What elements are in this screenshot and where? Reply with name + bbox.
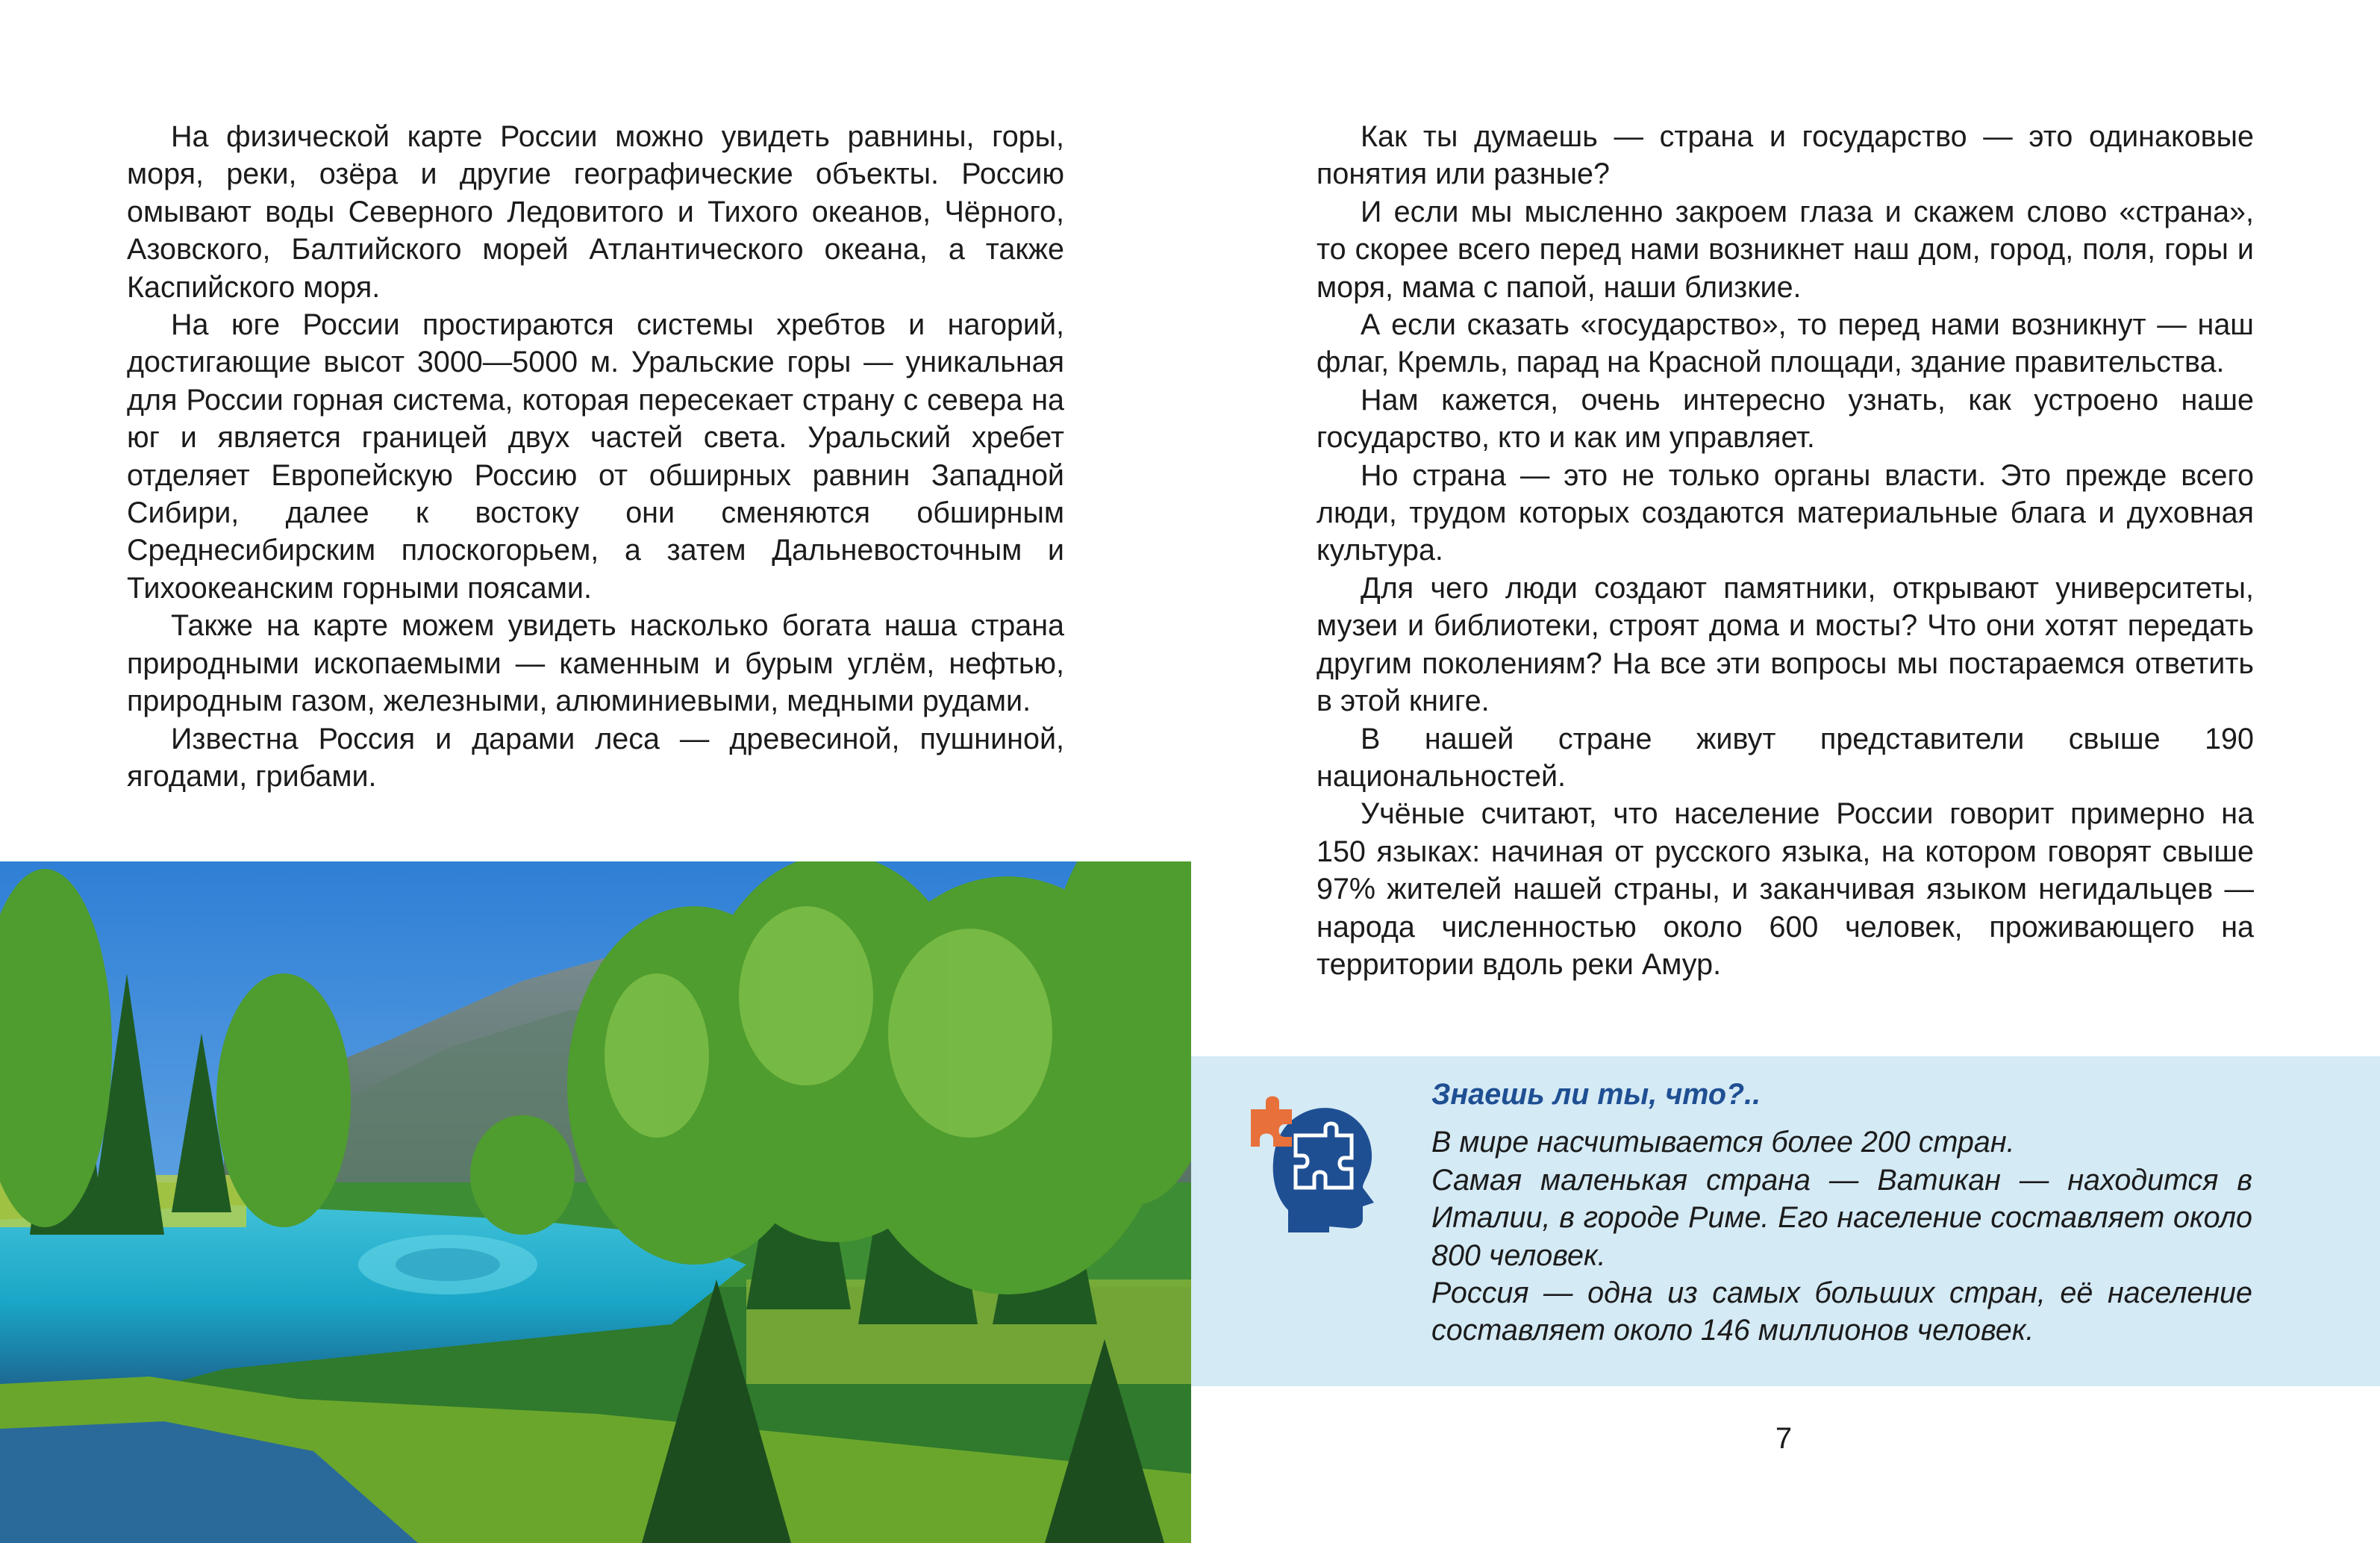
paragraph: На физической карте России можно увидеть равнины, горы, моря, реки, озёра и другие географические объекты. Россию омывают воды Северного Ледовитого и Тихого океанов, Чёрного, Азовского, Балтийского морей Атлантического океана, а также Каспийского моря. xyxy=(127,120,1064,304)
paragraph: На юге России простираются системы хребтов и нагорий, достигающие высот 3000—5000 м. Уральские горы — уникальная для России горная система, которая пересекает страну с севера на юг и является границей двух частей света. Уральский хребет отделяет Европейскую Россию от обширных равнин Западной Сибири, далее к востоку они сменяются обширным Среднесибирским плоскогорьем, а затем Дальневосточным и Тихоокеанским горными поясами. xyxy=(127,308,1064,605)
paragraph: Учёные считают, что население России говорит примерно на 150 языках: начиная от русского языка, на котором говорят свыше 97% жителей нашей страны, и заканчивая языком негидальцев — народа численностью около 600 человек, проживающего на территории вдоль реки Амур. xyxy=(1317,797,2254,981)
paragraph: Как ты думаешь — страна и государство — это одинаковые понятия или разные? xyxy=(1317,120,2254,191)
mountain-lake-photo xyxy=(0,861,1191,1543)
did-you-know-box xyxy=(1191,1056,2380,1386)
paragraph: Но страна — это не только органы власти. Это прежде всего люди, трудом которых создаются материальные блага и духовная культура. xyxy=(1317,458,2254,567)
fact-box-title: Знаешь ли ты, что?.. xyxy=(1431,1078,1761,1111)
paragraph: Также на карте можем увидеть насколько богата наша страна природными ископаемыми — каменным и бурым углём, нефтью, природным газом, железными, алюминиевыми, медными рудами. xyxy=(127,609,1064,718)
paragraph: Известна Россия и дарами леса — древесиной, пушниной, ягодами, грибами. xyxy=(127,722,1064,793)
paragraph: Нам кажется, очень интересно узнать, как устроено наше государство, кто и как им управляет. xyxy=(1317,383,2254,455)
fact-item: Россия — одна из самых больших стран, её население составляет около 146 миллионов человек. xyxy=(1431,1277,2252,1347)
fact-item: Самая маленькая страна — Ватикан — находится в Италии, в городе Риме. Его население составляет около 800 человек. xyxy=(1431,1163,2252,1272)
fact-content xyxy=(1431,1076,2252,1350)
left-text-column xyxy=(127,118,1064,795)
head-puzzle-icon xyxy=(1251,1083,1385,1232)
paragraph: Для чего люди создают памятники, открывают университеты, музеи и библиотеки, строят дома и мосты? Что они хотят передать другим поколениям? На все эти вопросы мы постараемся ответить в этой книге. xyxy=(1317,571,2254,718)
right-text-column xyxy=(1317,118,2254,983)
fact-item: В мире насчитывается более 200 стран. xyxy=(1431,1126,2015,1159)
paragraph: А если сказать «государство», то перед нами возникнут — наш флаг, Кремль, парад на Красной площади, здание правительства. xyxy=(1317,308,2254,379)
page-number: 7 xyxy=(1775,1422,1793,1455)
paragraph: В нашей стране живут представители свыше 190 национальностей. xyxy=(1317,722,2254,793)
paragraph: И если мы мысленно закроем глаза и скажем слово «страна», то скорее всего перед нами возникнет наш дом, город, поля, горы и моря, мама с папой, наши близкие. xyxy=(1317,195,2254,304)
